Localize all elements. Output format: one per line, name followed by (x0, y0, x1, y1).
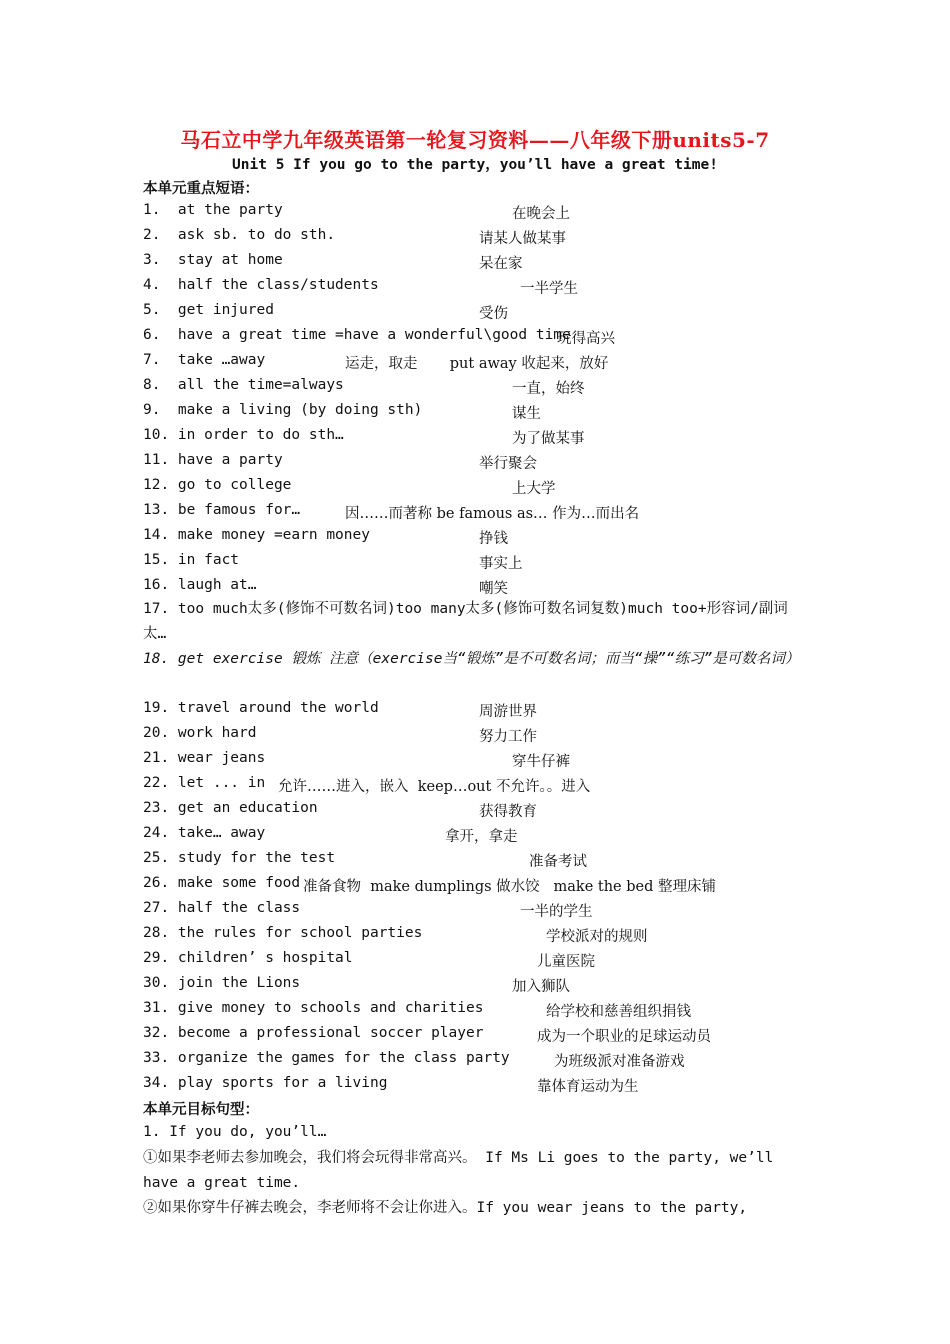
list-item-translation: 获得教育 (479, 804, 537, 820)
unit-subtitle: Unit 5 If you go to the party，you’ll have a great time! (232, 157, 718, 173)
list-item-translation: 加入狮队 (512, 979, 570, 995)
list-item-translation: 因……而著称 be famous as… 作为…而出名 (345, 506, 640, 522)
list-item-translation: 受伤 (479, 306, 508, 322)
list-item-17: 17. too much太多(修饰不可数名词)too many太多(修饰可数名词复数)much too+形容词/副词 太… (143, 601, 788, 642)
list-item: 34. play sports for a living (143, 1075, 388, 1091)
list-item-translation: 一半的学生 (520, 904, 593, 920)
phrases-heading: 本单元重点短语： (143, 181, 259, 197)
list-item: 14. make money =earn money (143, 527, 370, 543)
list-item: 30. join the Lions (143, 975, 301, 991)
example-sentence: ②如果你穿牛仔裤去晚会，李老师将不会让你进入。If you wear jeans to the party, (143, 1200, 748, 1216)
list-item-translation: 一直，始终 (512, 381, 585, 397)
list-item-translation: 事实上 (479, 556, 523, 572)
example-sentence: ①如果李老师去参加晚会，我们将会玩得非常高兴。 If Ms Li goes to the party, we’ll have a great time. (143, 1150, 774, 1191)
list-item-translation: 学校派对的规则 (546, 929, 648, 945)
sentence-pattern: 1. If you do, you’ll… (143, 1124, 327, 1140)
list-item: 11. have a party (143, 452, 283, 468)
list-item-translation: 靠体育运动为生 (537, 1079, 639, 1095)
list-item: 24. take… away (143, 825, 266, 841)
list-item: 29. children’ s hospital (143, 950, 353, 966)
list-item-translation: 为了做某事 (512, 431, 585, 447)
list-item-translation: 努力工作 (479, 729, 537, 745)
list-item-translation: 上大学 (512, 481, 556, 497)
list-item-translation: 允许……进入，嵌入 keep…out 不允许。。进入 (278, 779, 591, 795)
list-item: 5. get injured (143, 302, 274, 318)
list-item-translation: 周游世界 (479, 704, 537, 720)
list-item-translation: 拿开，拿走 (445, 829, 518, 845)
list-item: 32. become a professional soccer player (143, 1025, 484, 1041)
list-item-translation: 一半学生 (520, 281, 578, 297)
list-item-translation: 谋生 (512, 406, 541, 422)
list-item-translation: 成为一个职业的足球运动员 (537, 1029, 711, 1045)
list-item-translation: 儿童医院 (537, 954, 595, 970)
list-item: 23. get an education (143, 800, 318, 816)
list-item-translation: 玩得高兴 (557, 331, 615, 347)
list-item: 20. work hard (143, 725, 257, 741)
list-item-translation: 举行聚会 (479, 456, 537, 472)
list-item-translation: 给学校和慈善组织捐钱 (546, 1004, 691, 1020)
list-item-translation: 准备考试 (529, 854, 587, 870)
list-item-translation: 请某人做某事 (479, 231, 566, 247)
page-title: 马石立中学九年级英语第一轮复习资料——八年级下册units5-7 (180, 128, 770, 152)
list-item: 19. travel around the world (143, 700, 379, 716)
list-item-translation: 准备食物 make dumplings 做水饺 make the bed 整理床铺 (303, 879, 716, 895)
list-item: 27. half the class (143, 900, 301, 916)
list-item: 25. study for the test (143, 850, 336, 866)
list-item-translation: 在晚会上 (512, 206, 570, 222)
list-item-translation: 运走，取走 put away 收起来，放好 (345, 356, 609, 372)
list-item: 12. go to college (143, 477, 292, 493)
list-item: 16. laugh at… (143, 577, 257, 593)
list-item: 33. organize the games for the class party (143, 1050, 510, 1066)
list-item-translation: 挣钱 (479, 531, 508, 547)
list-item-translation: 呆在家 (479, 256, 523, 272)
list-item: 9. make a living (by doing sth) (143, 402, 423, 418)
list-item: 8. all the time=always (143, 377, 344, 393)
list-item: 28. the rules for school parties (143, 925, 423, 941)
list-item: 7. take …away (143, 352, 266, 368)
list-item: 31. give money to schools and charities (143, 1000, 484, 1016)
list-item: 10. in order to do sth… (143, 427, 344, 443)
list-item: 15. in fact (143, 552, 240, 568)
list-item-18: 18. get exercise 锻炼 注意（exercise当“锻炼”是不可数名词；而当“操”“练习”是可数名词） (143, 651, 800, 667)
list-item: 22. let ... in (143, 775, 266, 791)
list-item: 26. make some food (143, 875, 301, 891)
list-item: 2. ask sb. to do sth. (143, 227, 336, 243)
list-item: 3. stay at home (143, 252, 283, 268)
sentences-heading: 本单元目标句型： (143, 1102, 259, 1118)
list-item: 4. half the class/students (143, 277, 379, 293)
list-item: 21. wear jeans (143, 750, 266, 766)
list-item: 6. have a great time =have a wonderful\good time (143, 327, 571, 343)
list-item-translation: 嘲笑 (479, 581, 508, 597)
list-item: 13. be famous for… (143, 502, 301, 518)
list-item-translation: 穿牛仔裤 (512, 754, 570, 770)
list-item: 1. at the party (143, 202, 283, 218)
list-item-translation: 为班级派对准备游戏 (554, 1054, 685, 1070)
